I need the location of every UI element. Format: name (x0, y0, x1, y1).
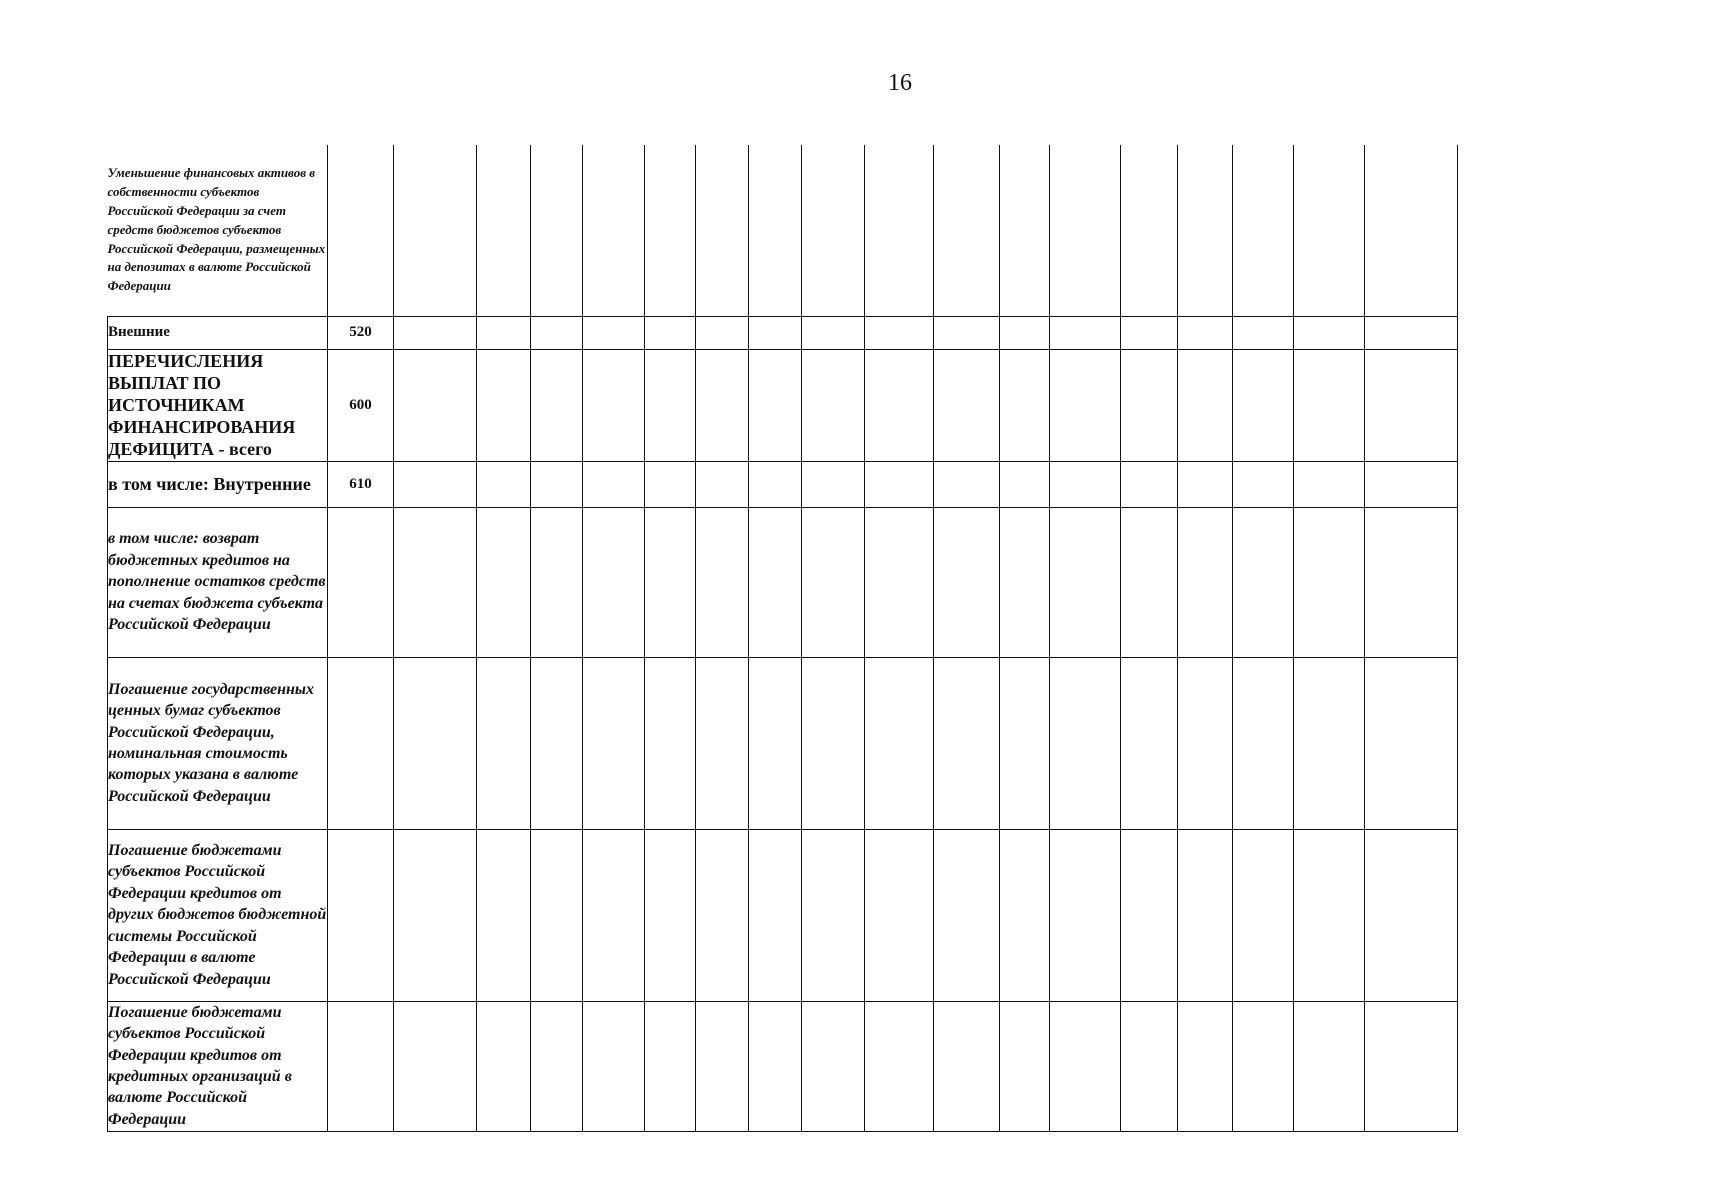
row-code: 520 (328, 316, 394, 349)
row-code (328, 829, 394, 1001)
row-label: ПЕРЕЧИСЛЕНИЯ ВЫПЛАТ ПО ИСТОЧНИКАМ ФИНАНСИРОВАНИЯ ДЕФИЦИТА - всего (108, 349, 328, 461)
row-code (328, 1001, 394, 1131)
row-label: Уменьшение финансовых активов в собственности субъектов Российской Федерации за счет средств бюджетов субъектов Российской Федерации, размещенных на депозитах в валюте Российской Федерации (108, 145, 328, 316)
row-code: 600 (328, 349, 394, 461)
row-code (328, 507, 394, 657)
table-row (108, 1001, 1458, 1131)
table-row (108, 316, 1458, 349)
row-code: 610 (328, 461, 394, 507)
table-row (108, 507, 1458, 657)
page-number: 16 (888, 70, 912, 96)
row-label: Внешние (108, 316, 328, 349)
table-row (108, 657, 1458, 829)
row-label: в том числе: возврат бюджетных кредитов на пополнение остатков средств на счетах бюджета субъекта Российской Федерации (108, 507, 328, 657)
row-label: Погашение бюджетами субъектов Российской Федерации кредитов от других бюджетов бюджетной системы Российской Федерации в валюте Российской Федерации (108, 829, 328, 1001)
table-row (108, 461, 1458, 507)
row-code (328, 657, 394, 829)
row-code (328, 145, 394, 316)
table-row (108, 349, 1458, 461)
row-label: Погашение бюджетами субъектов Российской Федерации кредитов от кредитных организаций в валюте Российской Федерации (108, 1001, 328, 1131)
table-row (108, 145, 1458, 316)
row-label: Погашение государственных ценных бумаг субъектов Российской Федерации, номинальная стоимость которых указана в валюте Российской Федерации (108, 657, 328, 829)
table-row (108, 829, 1458, 1001)
report-table (107, 145, 1458, 1132)
row-label: в том числе: Внутренние (108, 461, 328, 507)
